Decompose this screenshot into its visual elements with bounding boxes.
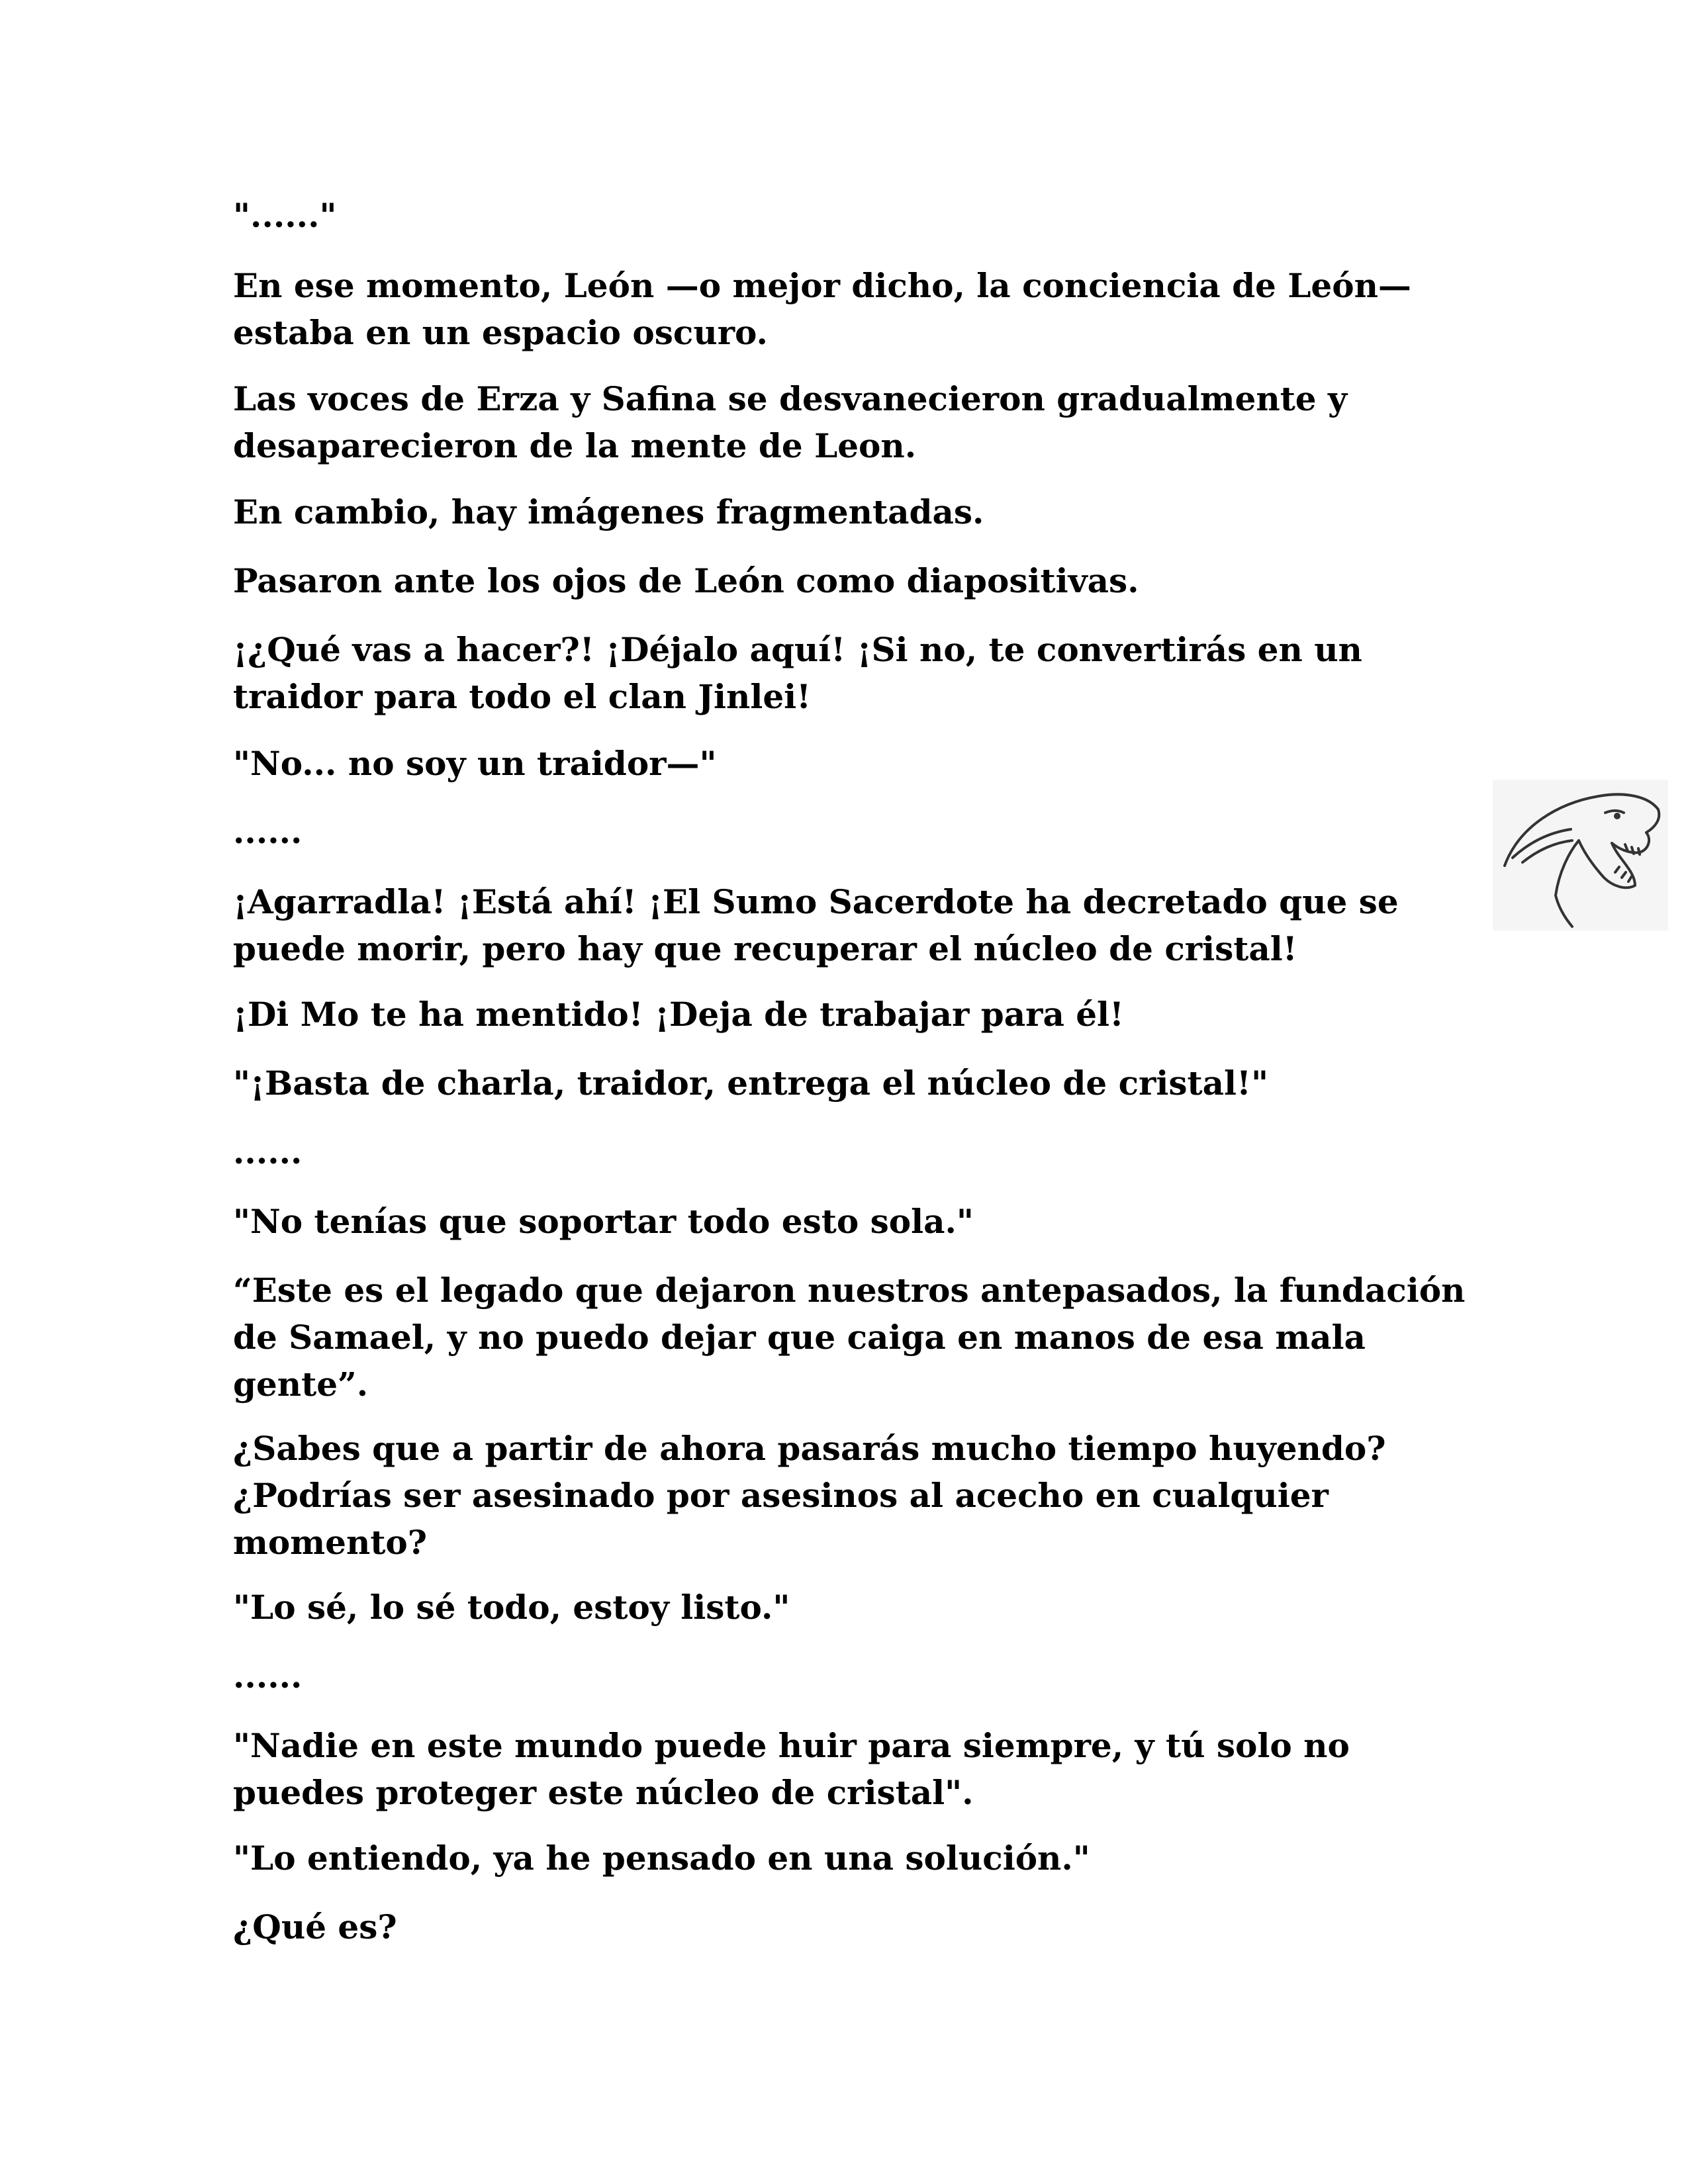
paragraph: "Lo entiendo, ya he pensado en una solución." (233, 1839, 1090, 1878)
paragraph: En ese momento, León —o mejor dicho, la conciencia de León— estaba en un espacio oscuro. (233, 266, 1411, 352)
dinosaur-head-sketch-icon (1493, 780, 1668, 931)
paragraph: Las voces de Erza y Safina se desvanecieron gradualmente y desaparecieron de la mente de Leon. (233, 379, 1348, 465)
paragraph: "Lo sé, lo sé todo, estoy listo." (233, 1588, 790, 1627)
paragraph: ¡Agarradla! ¡Está ahí! ¡El Sumo Sacerdote ha decretado que se puede morir, pero hay que recuperar el núcleo de cristal! (233, 882, 1399, 968)
paragraph: ...... (233, 1657, 303, 1696)
paragraph: "No... no soy un traidor—" (233, 744, 717, 783)
paragraph: "Nadie en este mundo puede huir para siempre, y tú solo no puedes proteger este núcleo de cristal". (233, 1726, 1350, 1812)
paragraph: "¡Basta de charla, traidor, entrega el núcleo de cristal!" (233, 1064, 1268, 1103)
paragraph: ¿Qué es? (233, 1907, 397, 1946)
paragraph: ¿Sabes que a partir de ahora pasarás mucho tiempo huyendo? ¿Podrías ser asesinado por asesinos al acecho en cualquier momento? (233, 1429, 1386, 1562)
paragraph: “Este es el legado que dejaron nuestros antepasados, la fundación de Samael, y no puedo dejar que caiga en manos de esa mala gente”. (233, 1271, 1466, 1404)
paragraph: ...... (233, 812, 303, 851)
paragraph: Pasaron ante los ojos de León como diapositivas. (233, 561, 1139, 600)
paragraph: ¡Di Mo te ha mentido! ¡Deja de trabajar para él! (233, 995, 1124, 1034)
paragraph: "......" (233, 196, 337, 235)
paragraph: "No tenías que soportar todo esto sola." (233, 1202, 974, 1241)
paragraph: ...... (233, 1132, 303, 1171)
paragraph: ¡¿Qué vas a hacer?! ¡Déjalo aquí! ¡Si no, te convertirás en un traidor para todo el clan Jinlei! (233, 630, 1362, 716)
paragraph: En cambio, hay imágenes fragmentadas. (233, 492, 984, 531)
